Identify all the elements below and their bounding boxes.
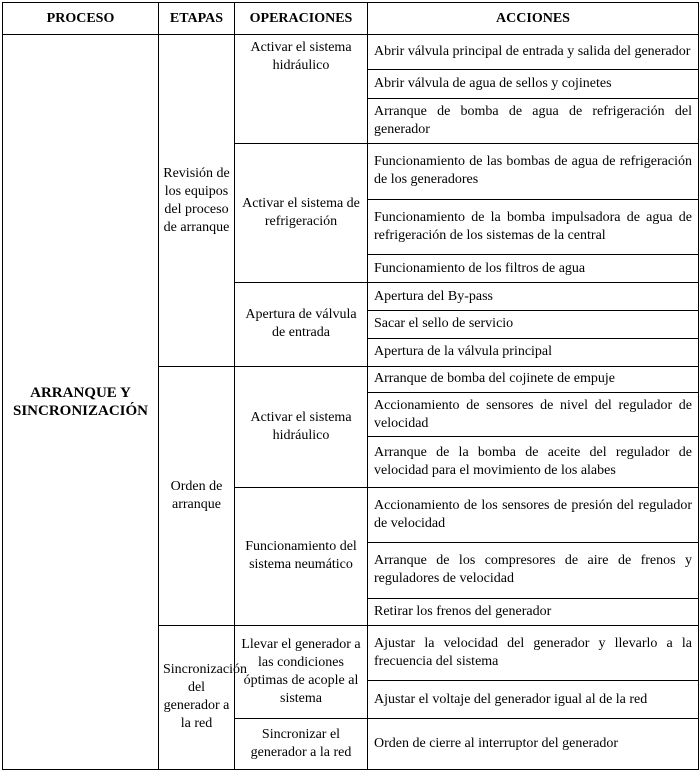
action-cell: Funcionamiento de la bomba impulsadora de agua de refrigeración de los sistemas de la central xyxy=(368,199,699,254)
header-row xyxy=(3,3,699,35)
operation-cell: Activar el sistema hidráulico xyxy=(235,366,368,487)
action-cell: Accionamiento de los sensores de presión del regulador de velocidad xyxy=(368,487,699,542)
header-operaciones: OPERACIONES xyxy=(235,3,368,35)
operation-cell: Sincronizar el generador a la red xyxy=(235,719,368,770)
process-table xyxy=(2,2,699,770)
action-cell: Ajustar la velocidad del generador y llevarlo a la frecuencia del sistema xyxy=(368,625,699,680)
action-cell: Apertura de la válvula principal xyxy=(368,338,699,366)
stage-cell: Revisión de los equipos del proceso de arranque xyxy=(159,35,235,367)
header-proceso: PROCESO xyxy=(3,3,159,35)
stage-cell: Sincronización del generador a la red xyxy=(159,625,235,769)
operation-cell: Apertura de válvula de entrada xyxy=(235,283,368,367)
action-cell: Apertura del By-pass xyxy=(368,283,699,311)
process-cell: ARRANQUE Y SINCRONIZACIÓN xyxy=(3,35,159,770)
table-row xyxy=(3,35,699,69)
operation-cell: Activar el sistema hidráulico xyxy=(235,35,368,144)
operation-cell: Llevar el generador a las condiciones óptimas de acople al sistema xyxy=(235,625,368,719)
action-cell: Abrir válvula de agua de sellos y cojinetes xyxy=(368,69,699,98)
header-etapas: ETAPAS xyxy=(159,3,235,35)
action-cell: Funcionamiento de las bombas de agua de refrigeración de los generadores xyxy=(368,144,699,199)
action-cell: Arranque de los compresores de aire de frenos y reguladores de velocidad xyxy=(368,543,699,598)
action-cell: Orden de cierre al interruptor del generador xyxy=(368,719,699,770)
action-cell: Ajustar el voltaje del generador igual al de la red xyxy=(368,681,699,719)
operation-cell: Activar el sistema de refrigeración xyxy=(235,144,368,283)
action-cell: Sacar el sello de servicio xyxy=(368,311,699,338)
action-cell: Arranque de la bomba de aceite del regulador de velocidad para el movimiento de los alabes xyxy=(368,437,699,487)
action-cell: Abrir válvula principal de entrada y salida del generador xyxy=(368,35,699,69)
action-cell: Funcionamiento de los filtros de agua xyxy=(368,254,699,282)
header-acciones: ACCIONES xyxy=(368,3,699,35)
operation-cell: Funcionamiento del sistema neumático xyxy=(235,487,368,625)
action-cell: Retirar los frenos del generador xyxy=(368,598,699,625)
action-cell: Arranque de bomba del cojinete de empuje xyxy=(368,366,699,392)
stage-cell: Orden de arranque xyxy=(159,366,235,625)
action-cell: Accionamiento de sensores de nivel del regulador de velocidad xyxy=(368,392,699,436)
action-cell: Arranque de bomba de agua de refrigeración del generador xyxy=(368,98,699,143)
